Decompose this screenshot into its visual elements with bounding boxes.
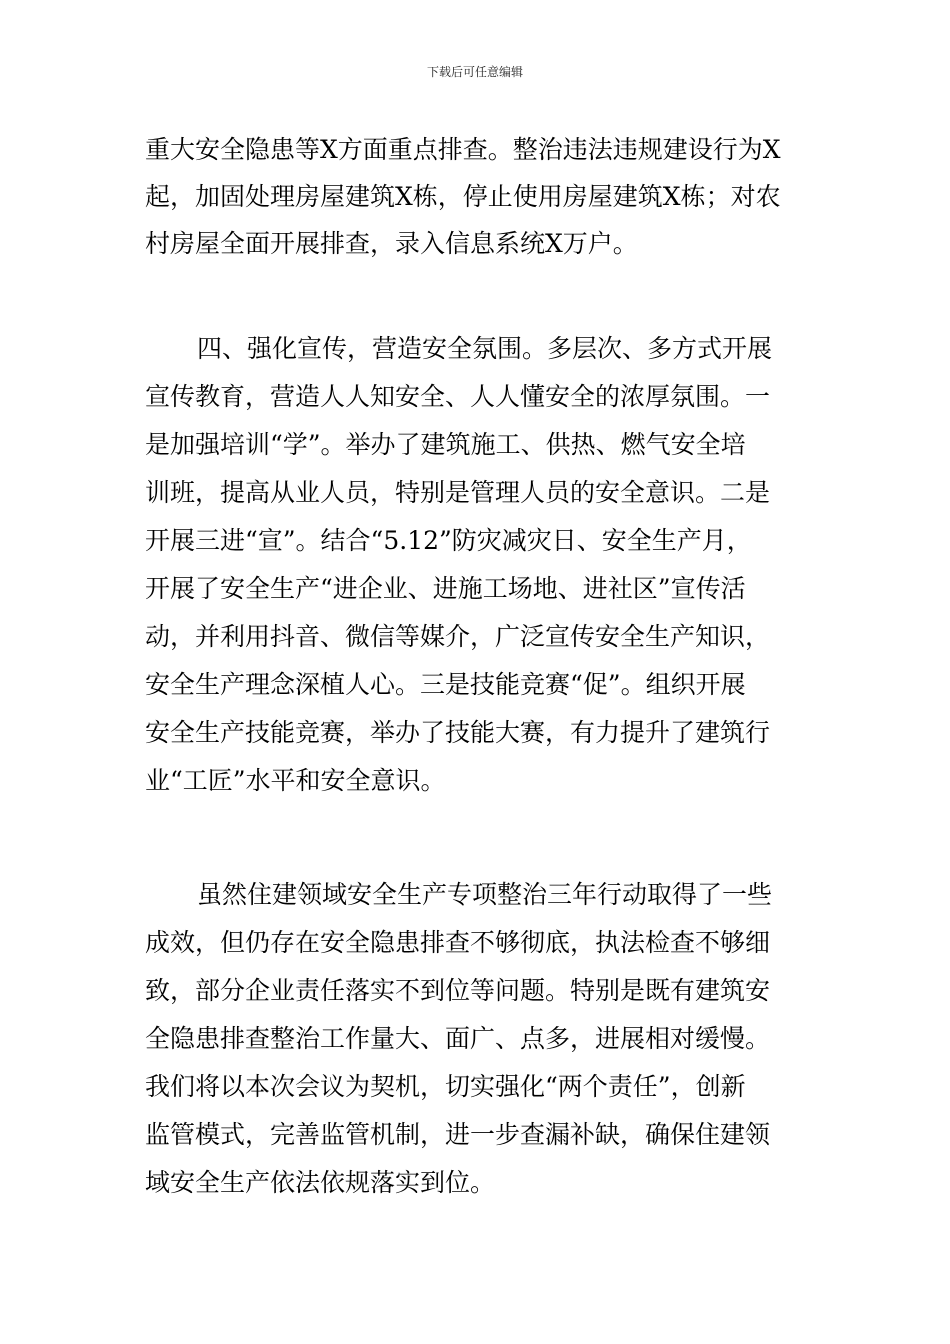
text-line: 动，并利用抖音、微信等媒介，广泛宣传安全生产知识， (145, 622, 771, 651)
text-line: 安全生产技能竞赛，举办了技能大赛，有力提升了建筑行 (145, 718, 771, 747)
text-line: 四、强化宣传，营造安全氛围。多层次、多方式开展 (197, 334, 773, 363)
text-line: 安全生产理念深植人心。三是技能竞赛“促”。组织开展 (145, 670, 746, 699)
text-line: 开展了安全生产“进企业、进施工场地、进社区”宣传活 (145, 574, 746, 603)
text-line: 村房屋全面开展排查，录入信息系统X万户。 (145, 229, 638, 258)
text-line: 训班，提高从业人员，特别是管理人员的安全意识。二是 (145, 478, 771, 507)
text-line: 致，部分企业责任落实不到位等问题。特别是既有建筑安 (145, 976, 771, 1005)
text-line: 监管模式，完善监管机制，进一步查漏补缺，确保住建领 (145, 1120, 771, 1149)
text-line: 虽然住建领域安全生产专项整治三年行动取得了一些 (197, 880, 773, 909)
text-line: 起，加固处理房屋建筑X栋，停止使用房屋建筑X栋；对农 (145, 182, 781, 211)
page-header: 下载后可任意编辑 (426, 65, 523, 79)
text-line: 全隐患排查整治工作量大、面广、点多，进展相对缓慢。 (145, 1024, 771, 1053)
text-line: 开展三进“宣”。结合“5.12”防灾减灾日、安全生产月， (145, 526, 752, 555)
text-line: 我们将以本次会议为契机，切实强化“两个责任”，创新 (145, 1072, 746, 1101)
text-line: 业“工匠”水平和安全意识。 (145, 766, 446, 795)
text-line: 宣传教育，营造人人知安全、人人懂安全的浓厚氛围。一 (145, 382, 771, 411)
text-line: 成效，但仍存在安全隐患排查不够彻底，执法检查不够细 (145, 928, 771, 957)
text-line: 域安全生产依法依规落实到位。 (145, 1168, 496, 1197)
text-line: 重大安全隐患等X方面重点排查。整治违法违规建设行为X (145, 135, 781, 164)
text-line: 是加强培训“学”。举办了建筑施工、供热、燃气安全培 (145, 430, 746, 459)
